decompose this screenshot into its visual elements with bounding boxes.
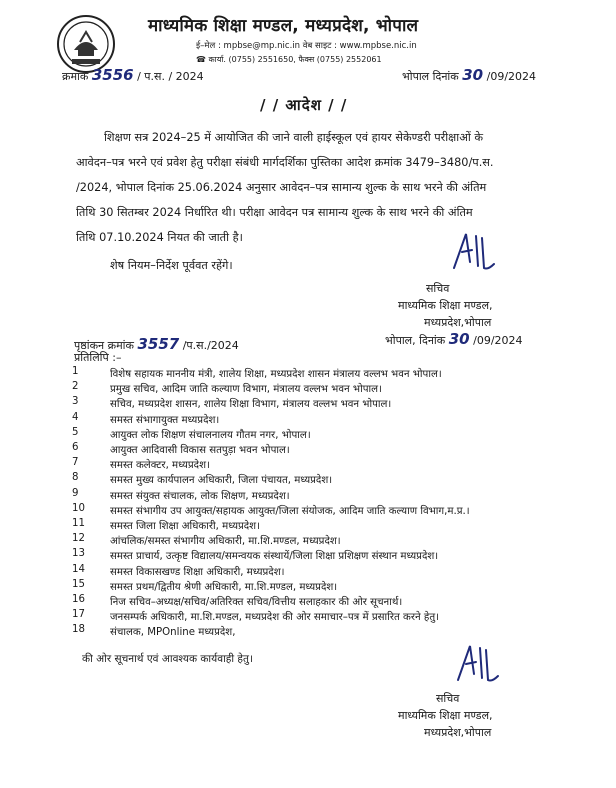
- order-body: [76, 125, 576, 250]
- copy-list-text: सचिव, मध्यप्रदेश शासन, शालेय शिक्षा विभाग, मंत्रालय वल्लभ भवन भोपाल।: [110, 399, 392, 411]
- copy-list-number: 15: [72, 578, 85, 590]
- copy-list-number: 2: [72, 381, 79, 393]
- board-logo: [56, 14, 116, 74]
- copy-list-number: 13: [72, 548, 85, 560]
- copy-list-text: आयुक्त लोक शिक्षण संचालनालय गौतम नगर, भोपाल।: [110, 429, 311, 441]
- copy-list-text: प्रमुख सचिव, आदिम जाति कल्याण विभाग, मंत्रालय वल्लभ भवन भोपाल।: [110, 384, 382, 396]
- signatory-date-label: भोपाल, दिनांक: [385, 334, 446, 347]
- signatory-block-1: [398, 280, 493, 331]
- contact-phone-line: ☎ कार्या. (0755) 2551650, फैक्स (0755) 2552061: [196, 55, 382, 64]
- endorsement-label: पृष्ठांकन क्रमांक: [74, 339, 134, 352]
- copy-list-number: 18: [72, 624, 85, 636]
- signatory-date: [385, 330, 523, 348]
- copy-list-text: समस्त विकासखण्ड शिक्षा अधिकारी, मध्यप्रदेश।: [110, 566, 285, 578]
- body-line: आवेदन–पत्र भरने एवं प्रवेश हेतु परीक्षा संबंधी मार्गदर्शिका पुस्तिका आदेश क्रमांक 3479–3480/प.स.: [76, 156, 494, 169]
- copy-list-number: 7: [72, 457, 79, 469]
- body-line: तिथि 30 सितम्बर 2024 निर्धारित थी। परीक्षा आवेदन पत्र सामान्य शुल्क के साथ भरने की अंतिम: [76, 206, 473, 219]
- copy-list-text: विशेष सहायक माननीय मंत्री, शालेय शिक्षा, मध्यप्रदेश शासन मंत्रालय वल्लभ भवन भोपाल।: [110, 369, 442, 380]
- signatory-city: मध्यप्रदेश,भोपाल: [424, 316, 492, 329]
- copy-list-number: 17: [72, 609, 85, 621]
- copy-list-number: 12: [72, 533, 85, 545]
- order-number: [62, 66, 204, 84]
- copy-list-text: समस्त प्रथम/द्वितीय श्रेणी अधिकारी, मा.शि.मण्डल, मध्यप्रदेश।: [110, 581, 338, 593]
- contact-email-line: ई–मेल : mpbse@mp.nic.in वेब साइट : www.mpbse.nic.in: [196, 41, 417, 51]
- signatory-date-suffix: /09/2024: [473, 334, 523, 347]
- signatory-date-day: 30: [448, 330, 470, 348]
- copy-list-text: संचालक, MPOnline मध्यप्रदेश,: [110, 627, 236, 639]
- order-number-label: क्रमांक: [62, 70, 89, 83]
- copy-list-number: 14: [72, 563, 85, 575]
- closing-line: की ओर सूचनार्थ एवं आवश्यक कार्यवाही हेतु।: [82, 653, 253, 665]
- copy-list-number: 8: [72, 472, 79, 484]
- remaining-rules-line: शेष नियम–निर्देश पूर्ववत रहेंगे।: [110, 259, 233, 272]
- order-number-suffix: / प.स. / 2024: [137, 70, 204, 83]
- copy-list-text: आंचलिक/समस्त संभागीय अधिकारी, मा.शि.मण्डल, मध्यप्रदेश।: [110, 536, 341, 548]
- handwritten-signature: [448, 228, 498, 280]
- body-line: शिक्षण सत्र 2024–25 में आयोजित की जाने वाली हाईस्कूल एवं हायर सेकेण्डरी परीक्षाओं के: [104, 131, 484, 144]
- signatory-block-2: [398, 690, 493, 741]
- copy-list-number: 3: [72, 396, 79, 408]
- body-line: /2024, भोपाल दिनांक 25.06.2024 अनुसार आवेदन–पत्र सामान्य शुल्क के साथ भरने की अंतिम: [76, 181, 487, 194]
- copy-list-number: 1: [72, 366, 79, 377]
- signatory-city: मध्यप्रदेश,भोपाल: [424, 726, 492, 739]
- copy-list-text: समस्त संभागीय उप आयुक्त/सहायक आयुक्त/जिला संयोजक, आदिम जाति कल्याण विभाग,म.प्र.।: [110, 505, 470, 517]
- copy-list-number: 9: [72, 487, 79, 499]
- copy-list-number: 16: [72, 594, 85, 605]
- copy-list-number: 4: [72, 411, 79, 423]
- order-date-label: भोपाल दिनांक: [402, 70, 459, 83]
- copy-list-text: समस्त प्राचार्य, उत्कृष्ट विद्यालय/समन्वयक संस्थायें/जिला शिक्षा प्रशिक्षण संस्थान मध्यप्रदेश।: [110, 551, 439, 563]
- handwritten-signature: [452, 640, 502, 692]
- signatory-designation: सचिव: [436, 692, 460, 705]
- org-name: माध्यमिक शिक्षा मण्डल, मध्यप्रदेश, भोपाल: [148, 16, 419, 36]
- copy-list-text: समस्त जिला शिक्षा अधिकारी, मध्यप्रदेश।: [110, 521, 260, 532]
- endorsement-suffix: /प.स./2024: [182, 339, 239, 352]
- copy-list-text: समस्त संयुक्त संचालक, लोक शिक्षण, मध्यप्रदेश।: [110, 490, 290, 502]
- copy-list-text: समस्त कलेक्टर, मध्यप्रदेश।: [110, 460, 210, 472]
- copy-list-number: 5: [72, 426, 79, 438]
- copy-list-text: समस्त मुख्य कार्यपालन अधिकारी, जिला पंचायत, मध्यप्रदेश।: [110, 475, 333, 487]
- body-line: तिथि 07.10.2024 नियत की जाती है।: [76, 231, 243, 244]
- copy-list-text: निज सचिव–अध्यक्ष/सचिव/अतिरिक्त सचिव/वित्तीय सलाहकार की ओर सूचनार्थ।: [110, 597, 403, 608]
- order-date-suffix: /09/2024: [486, 70, 537, 83]
- endorsement-value: 3557: [137, 335, 180, 353]
- order-date: [402, 66, 536, 84]
- copy-list-text: समस्त संभागायुक्त मध्यप्रदेश।: [110, 414, 220, 426]
- copy-to-label: प्रतिलिपि :–: [74, 351, 122, 364]
- copy-list-text: आयुक्त आदिवासी विकास सतपुड़ा भवन भोपाल।: [110, 445, 290, 456]
- order-title: / / आदेश / /: [260, 96, 348, 114]
- order-number-value: 3556: [91, 66, 134, 84]
- order-date-day: 30: [462, 66, 484, 84]
- signatory-org: माध्यमिक शिक्षा मण्डल,: [398, 299, 493, 312]
- copy-list-number: 11: [72, 518, 85, 529]
- signatory-designation: सचिव: [426, 282, 450, 295]
- copy-list-number: 6: [72, 442, 79, 453]
- signatory-org: माध्यमिक शिक्षा मण्डल,: [398, 709, 493, 722]
- copy-list-text: जनसम्पर्क अधिकारी, मा.शि.मण्डल, मध्यप्रदेश की ओर समाचार–पत्र में प्रसारित करने हेतु।: [110, 612, 439, 624]
- copy-list-number: 10: [72, 502, 85, 514]
